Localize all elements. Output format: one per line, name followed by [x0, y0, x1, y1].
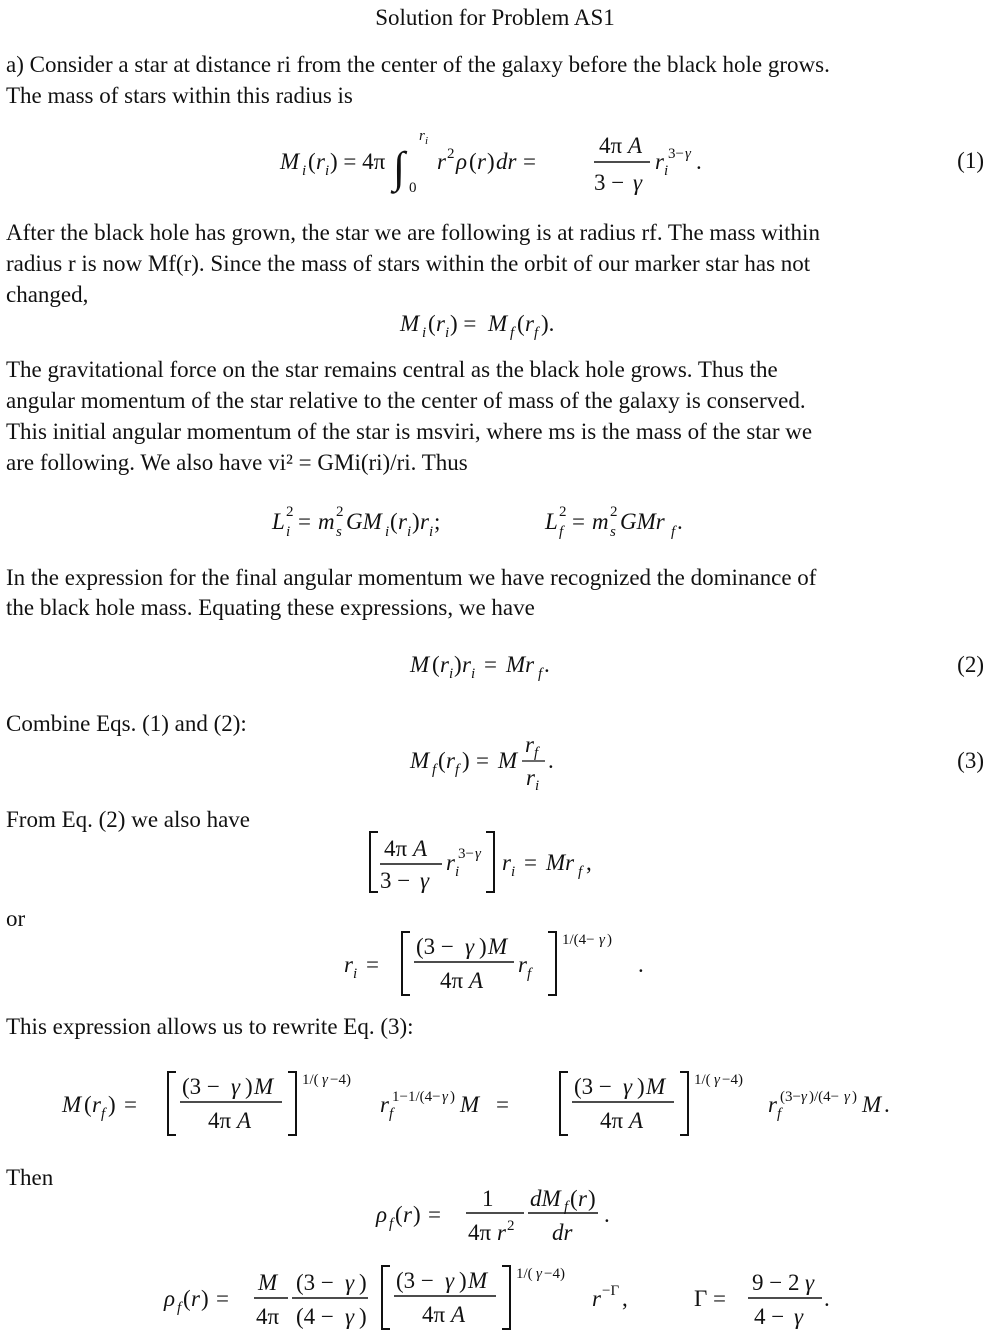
svg-text:) =: ) = — [450, 311, 477, 336]
svg-text:i: i — [422, 325, 427, 341]
svg-text:m: m — [592, 509, 609, 534]
svg-text:r: r — [191, 1286, 200, 1311]
svg-text:A: A — [237, 1108, 252, 1133]
svg-text:=: = — [523, 149, 536, 174]
svg-text:M: M — [460, 1092, 480, 1117]
svg-text:γ: γ — [714, 1072, 720, 1088]
svg-text:.: . — [824, 1286, 830, 1311]
svg-text:Γ =: Γ = — [694, 1286, 727, 1311]
svg-text:r: r — [592, 1286, 601, 1311]
svg-text:i: i — [407, 524, 412, 540]
svg-text:(: ( — [183, 1286, 191, 1311]
svg-text:γ: γ — [801, 1089, 807, 1105]
svg-text:,: , — [622, 1286, 628, 1311]
svg-text:): ) — [454, 652, 462, 677]
svg-text:f: f — [559, 524, 564, 540]
svg-text:γ: γ — [345, 1304, 355, 1329]
svg-text:=: = — [476, 748, 489, 773]
svg-text:): ) — [459, 1268, 467, 1293]
svg-text:f: f — [538, 666, 543, 682]
svg-text:γ: γ — [633, 170, 643, 195]
svg-text:): ) — [637, 1074, 645, 1099]
svg-text:r: r — [440, 652, 449, 677]
svg-text:3−: 3− — [668, 146, 684, 162]
svg-text:ρ: ρ — [456, 149, 468, 174]
svg-text:A: A — [628, 133, 643, 158]
paragraph-line: a) Consider a star at distance ri from the center of the galaxy before the black hole grows. — [6, 52, 830, 77]
svg-text:2: 2 — [336, 504, 344, 520]
svg-text:1−1/(4−: 1−1/(4− — [392, 1089, 441, 1105]
svg-text:i: i — [325, 163, 330, 179]
svg-text:i: i — [385, 524, 390, 540]
svg-text:=: = — [524, 850, 537, 875]
svg-text:): ) — [201, 1286, 209, 1311]
svg-text:(4 −: (4 − — [296, 1304, 334, 1329]
svg-text:): ) — [450, 1089, 455, 1105]
svg-text:4π: 4π — [384, 836, 408, 861]
svg-text:r: r — [477, 149, 486, 174]
svg-text:−4): −4) — [722, 1072, 743, 1088]
svg-text:i: i — [286, 524, 291, 540]
equation-2 — [409, 652, 550, 682]
paragraph-line: or — [6, 906, 26, 931]
svg-text:r: r — [446, 748, 455, 773]
svg-text:=: = — [124, 1092, 137, 1117]
svg-text:A: A — [413, 836, 428, 861]
svg-text:2: 2 — [559, 504, 567, 520]
svg-text:f: f — [510, 325, 515, 341]
svg-text:1: 1 — [482, 1186, 494, 1211]
svg-text:dr: dr — [552, 1220, 573, 1245]
paragraph-line: This expression allows us to rewrite Eq. (3): — [6, 1014, 414, 1039]
svg-text:r: r — [502, 850, 511, 875]
equation-mass-conserved — [399, 311, 554, 341]
svg-text:1/(4−: 1/(4− — [562, 932, 595, 948]
svg-text:r: r — [525, 311, 534, 336]
svg-text:): ) — [852, 1089, 857, 1105]
svg-text:4π: 4π — [422, 1302, 446, 1327]
svg-text:f: f — [389, 1216, 394, 1232]
svg-text:γ: γ — [536, 1266, 542, 1282]
svg-text:M: M — [258, 1270, 278, 1295]
svg-text:r: r — [655, 149, 664, 174]
svg-text:(: ( — [390, 509, 398, 534]
svg-text:i: i — [535, 778, 540, 794]
svg-text:r: r — [518, 952, 527, 977]
svg-text:)/(4−: )/(4− — [809, 1089, 840, 1105]
svg-text:r: r — [344, 952, 353, 977]
svg-text:f: f — [671, 524, 676, 540]
equation-rho-def — [375, 1186, 610, 1245]
svg-text:1/(: 1/( — [302, 1072, 319, 1088]
svg-text:−4): −4) — [330, 1072, 351, 1088]
svg-text:s: s — [610, 524, 616, 540]
svg-text:=: = — [216, 1286, 229, 1311]
svg-text:(: ( — [395, 1202, 403, 1227]
svg-text:dM: dM — [530, 1186, 561, 1211]
svg-text:M: M — [488, 311, 508, 336]
svg-text:r: r — [403, 1202, 412, 1227]
svg-text:M: M — [498, 748, 518, 773]
svg-text:): ) — [359, 1304, 367, 1329]
svg-text:=: = — [496, 1092, 509, 1117]
paragraph-line: The gravitational force on the star remains central as the black hole grows. Thus the — [6, 357, 778, 382]
svg-text:M: M — [646, 1074, 666, 1099]
svg-text:r: r — [437, 149, 446, 174]
paragraph-line: the black hole mass. Equating these expressions, we have — [6, 595, 535, 620]
svg-text:r: r — [462, 652, 471, 677]
svg-text:γ: γ — [345, 1270, 355, 1295]
svg-text:GM: GM — [346, 509, 382, 534]
svg-text:γ: γ — [322, 1072, 328, 1088]
equation-3 — [409, 732, 554, 794]
svg-text:i: i — [449, 666, 454, 682]
svg-text:r: r — [578, 1186, 587, 1211]
svg-text:i: i — [302, 163, 307, 179]
svg-text:M: M — [410, 652, 430, 677]
svg-text:r: r — [398, 509, 407, 534]
svg-text:i: i — [664, 163, 669, 179]
svg-text:=: = — [572, 509, 585, 534]
svg-text:2: 2 — [286, 504, 294, 520]
paragraph-line: The mass of stars within this radius is — [6, 83, 353, 108]
equation-angular — [271, 504, 683, 540]
svg-text:r: r — [420, 509, 429, 534]
svg-text:f: f — [534, 325, 539, 341]
svg-text:3 −: 3 − — [594, 170, 625, 195]
svg-text:dr: dr — [496, 149, 517, 174]
svg-text:.: . — [604, 1202, 610, 1227]
svg-text:2: 2 — [610, 504, 618, 520]
svg-text:M: M — [400, 311, 420, 336]
svg-text:(3 −: (3 − — [574, 1074, 612, 1099]
paragraph-line: angular momentum of the star relative to the center of mass of the galaxy is conserved. — [6, 388, 806, 413]
svg-text:f: f — [389, 1106, 394, 1122]
svg-text:γ: γ — [685, 146, 691, 162]
svg-text:): ) — [487, 149, 495, 174]
svg-text:(3 −: (3 − — [416, 934, 454, 959]
svg-text:i: i — [425, 135, 429, 147]
svg-text:γ: γ — [623, 1074, 633, 1099]
svg-text:4π: 4π — [600, 1108, 624, 1133]
svg-text:(3−: (3− — [780, 1089, 801, 1105]
svg-text:γ: γ — [599, 932, 605, 948]
svg-text:.: . — [884, 1092, 890, 1117]
svg-text:f: f — [177, 1300, 182, 1316]
svg-text:4 −: 4 − — [754, 1304, 785, 1329]
svg-text:i: i — [511, 864, 516, 880]
svg-text:r: r — [526, 765, 535, 790]
svg-text:f: f — [432, 762, 437, 778]
svg-text:;: ; — [434, 509, 441, 534]
svg-text:f: f — [578, 864, 583, 880]
svg-text:1/(: 1/( — [516, 1266, 533, 1282]
svg-text:4π: 4π — [208, 1108, 232, 1133]
svg-text:M: M — [280, 149, 300, 174]
svg-text:r: r — [316, 149, 325, 174]
svg-text:f: f — [101, 1106, 106, 1122]
svg-text:r: r — [419, 128, 425, 144]
svg-text:(3 −: (3 − — [182, 1074, 220, 1099]
equation-rho-final — [163, 1266, 830, 1329]
svg-text:(: ( — [438, 748, 446, 773]
svg-text:.: . — [677, 509, 683, 534]
svg-text:) = 4π: ) = 4π — [330, 149, 386, 174]
svg-text:): ) — [588, 1186, 596, 1211]
svg-text:f: f — [534, 745, 539, 761]
svg-text:s: s — [336, 524, 342, 540]
svg-text:f: f — [777, 1106, 782, 1122]
svg-text:γ: γ — [445, 1268, 455, 1293]
svg-text:): ) — [245, 1074, 253, 1099]
svg-text:=: = — [428, 1202, 441, 1227]
svg-text:=: = — [366, 952, 379, 977]
svg-text:r: r — [436, 311, 445, 336]
svg-text:): ) — [479, 934, 487, 959]
svg-text:L: L — [272, 509, 285, 534]
svg-text:f: f — [527, 966, 532, 982]
svg-text:4π: 4π — [256, 1304, 280, 1329]
svg-text:3−: 3− — [458, 846, 474, 862]
svg-text:(: ( — [308, 149, 316, 174]
svg-text:i: i — [353, 966, 358, 982]
svg-text:.: . — [696, 149, 702, 174]
svg-text:.: . — [544, 652, 550, 677]
svg-text:γ: γ — [844, 1089, 850, 1105]
paragraph-line: radius r is now Mf(r). Since the mass of stars within the orbit of our marker star has not — [6, 251, 811, 276]
svg-text:M: M — [488, 934, 508, 959]
svg-text:A: A — [469, 968, 484, 993]
svg-text:GMr: GMr — [620, 509, 665, 534]
svg-text:): ) — [108, 1092, 116, 1117]
equation-1 — [279, 128, 702, 196]
svg-text:(3 −: (3 − — [396, 1268, 434, 1293]
svg-text:A: A — [629, 1108, 644, 1133]
equation-number-2: (2) — [957, 652, 984, 677]
svg-text:): ) — [359, 1270, 367, 1295]
svg-text:m: m — [318, 509, 335, 534]
svg-text:r: r — [380, 1092, 389, 1117]
svg-text:(: ( — [469, 149, 477, 174]
svg-text:9 − 2: 9 − 2 — [752, 1270, 800, 1295]
equation-rewrite — [61, 1072, 890, 1135]
svg-text:γ: γ — [231, 1074, 241, 1099]
svg-text:Mr: Mr — [506, 652, 535, 677]
svg-text:(: ( — [517, 311, 525, 336]
svg-text:2: 2 — [507, 1218, 515, 1234]
svg-text:): ) — [607, 932, 612, 948]
paragraph-line: After the black hole has grown, the star we are following is at radius rf. The mass within — [6, 220, 820, 245]
svg-text:i: i — [445, 325, 450, 341]
svg-text:,: , — [586, 850, 592, 875]
svg-text:): ) — [462, 748, 470, 773]
svg-text:∫: ∫ — [393, 143, 406, 192]
svg-text:ρ: ρ — [164, 1286, 176, 1311]
svg-text:i: i — [471, 666, 476, 682]
svg-text:i: i — [429, 524, 434, 540]
paragraph-line: are following. We also have vi² = GMi(ri)/ri. Thus — [6, 450, 468, 475]
paragraph-line: This initial angular momentum of the star is msviri, where ms is the mass of the star we — [6, 419, 813, 444]
equation-number-1: (1) — [957, 148, 984, 173]
svg-text:M: M — [62, 1092, 82, 1117]
svg-text:.: . — [638, 952, 644, 977]
svg-text:M: M — [254, 1074, 274, 1099]
paragraph-line: In the expression for the final angular momentum we have recognized the dominance of — [6, 565, 817, 590]
svg-text:f: f — [564, 1199, 569, 1215]
equation-substitution — [370, 832, 592, 893]
svg-text:r: r — [525, 732, 534, 757]
svg-text:=: = — [298, 509, 311, 534]
svg-text:): ) — [412, 509, 420, 534]
svg-text:).: ). — [541, 311, 555, 336]
svg-text:1/(: 1/( — [694, 1072, 711, 1088]
svg-text:(: ( — [432, 652, 440, 677]
equation-number-3: (3) — [957, 748, 984, 773]
svg-text:γ: γ — [475, 846, 481, 862]
paragraph-line: Then — [6, 1165, 54, 1190]
paragraph-line: Combine Eqs. (1) and (2): — [6, 711, 247, 736]
svg-text:M: M — [862, 1092, 882, 1117]
svg-text:f: f — [455, 762, 460, 778]
svg-text:M: M — [410, 748, 430, 773]
paragraph-line: From Eq. (2) we also have — [6, 807, 250, 832]
page-title: Solution for Problem AS1 — [375, 5, 615, 30]
svg-text:4π: 4π — [468, 1220, 492, 1245]
svg-text:L: L — [545, 509, 558, 534]
paragraph-line: changed, — [6, 282, 89, 307]
svg-text:.: . — [548, 748, 554, 773]
svg-text:4π: 4π — [599, 133, 623, 158]
svg-text:(: ( — [570, 1186, 578, 1211]
svg-text:γ: γ — [465, 934, 475, 959]
svg-text:2: 2 — [447, 146, 455, 162]
svg-text:0: 0 — [409, 180, 417, 196]
svg-text:γ: γ — [420, 868, 430, 893]
svg-text:(3 −: (3 − — [296, 1270, 334, 1295]
svg-text:Mr: Mr — [546, 850, 575, 875]
svg-text:r: r — [92, 1092, 101, 1117]
svg-text:r: r — [768, 1092, 777, 1117]
svg-text:4π: 4π — [440, 968, 464, 993]
equation-ri — [344, 932, 644, 995]
svg-text:(: ( — [428, 311, 436, 336]
svg-text:ρ: ρ — [376, 1202, 388, 1227]
svg-text:γ: γ — [805, 1270, 815, 1295]
svg-text:M: M — [468, 1268, 488, 1293]
svg-text:γ: γ — [794, 1304, 804, 1329]
svg-text:γ: γ — [442, 1089, 448, 1105]
svg-text:A: A — [451, 1302, 466, 1327]
svg-text:r: r — [497, 1220, 506, 1245]
svg-text:3 −: 3 − — [380, 868, 411, 893]
svg-text:−Γ: −Γ — [602, 1283, 620, 1299]
svg-text:=: = — [484, 652, 497, 677]
svg-text:−4): −4) — [544, 1266, 565, 1282]
svg-text:r: r — [446, 850, 455, 875]
svg-text:i: i — [455, 864, 460, 880]
svg-text:(: ( — [84, 1092, 92, 1117]
svg-text:): ) — [413, 1202, 421, 1227]
